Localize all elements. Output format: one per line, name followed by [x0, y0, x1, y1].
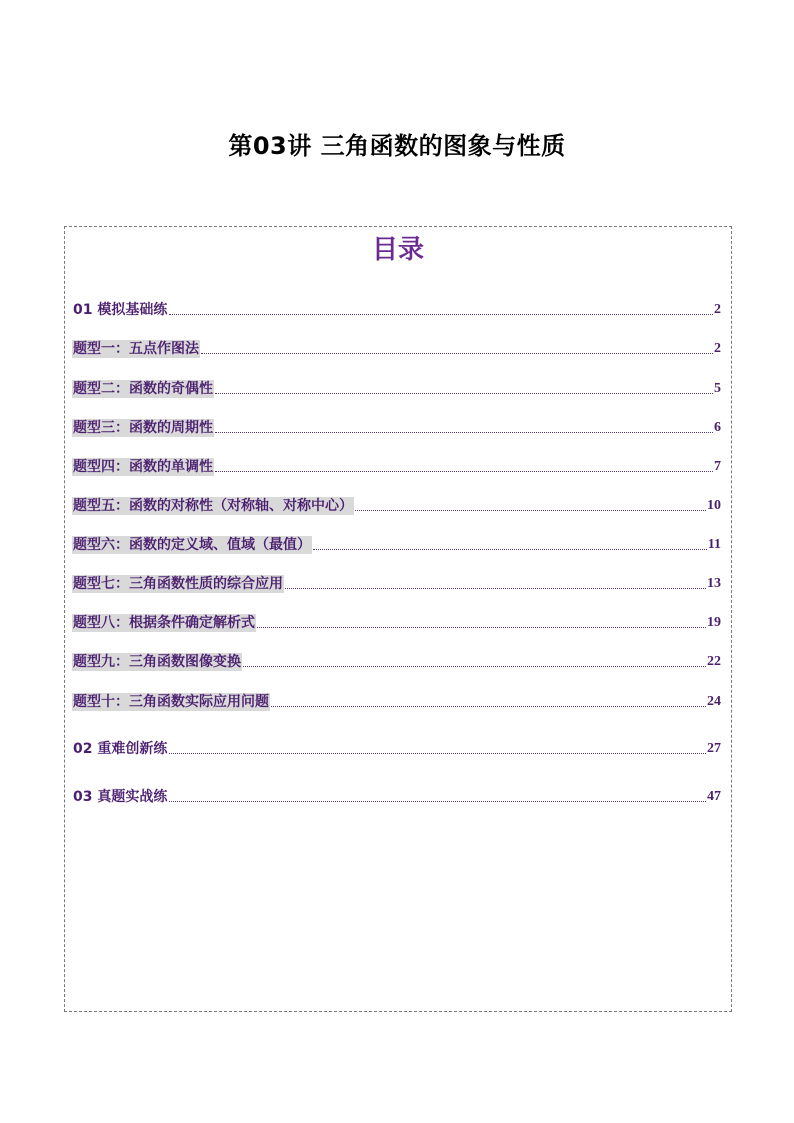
toc-entry-type-9[interactable] — [72, 653, 721, 671]
toc-leader-dots — [215, 431, 713, 433]
toc-entry-page: 5 — [714, 381, 721, 396]
toc-entry-type-3[interactable] — [72, 419, 721, 437]
toc-entry-page: 19 — [707, 615, 721, 630]
toc-entry-real-exam[interactable] — [72, 788, 721, 806]
toc-entry-label: 题型六：函数的定义域、值域（最值） — [73, 537, 311, 553]
toc-entry-label: 题型三：函数的周期性 — [73, 420, 213, 436]
toc-leader-dots — [313, 548, 707, 550]
toc-entry-page: 6 — [714, 420, 721, 435]
toc-leader-dots — [215, 392, 713, 394]
toc-entry-type-5[interactable] — [72, 497, 721, 515]
document-title: 第03讲 三角函数的图象与性质 — [228, 132, 566, 160]
toc-heading: 目录 — [371, 235, 424, 265]
toc-entry-page: 47 — [707, 789, 721, 804]
toc-entry-simulation-basics[interactable] — [72, 301, 721, 319]
toc-entry-label: 01 模拟基础练 — [73, 302, 168, 318]
toc-leader-dots — [355, 509, 706, 511]
toc-leader-dots — [169, 800, 706, 802]
toc-entry-page: 2 — [714, 341, 721, 356]
toc-entry-label: 题型一：五点作图法 — [73, 341, 199, 357]
toc-entry-type-7[interactable] — [72, 575, 721, 593]
toc-entry-label: 题型五：函数的对称性（对称轴、对称中心） — [73, 498, 353, 514]
table-of-contents — [64, 226, 732, 1012]
toc-leader-dots — [257, 626, 706, 628]
toc-leader-dots — [285, 587, 706, 589]
toc-entry-type-1[interactable] — [72, 340, 721, 358]
toc-entry-page: 22 — [707, 654, 721, 669]
toc-entry-type-2[interactable] — [72, 380, 721, 398]
toc-entry-label: 题型二：函数的奇偶性 — [73, 381, 213, 397]
toc-entry-label: 03 真题实战练 — [73, 789, 168, 805]
toc-leader-dots — [169, 313, 713, 315]
toc-entry-type-8[interactable] — [72, 614, 721, 632]
toc-entry-label: 题型八：根据条件确定解析式 — [73, 615, 255, 631]
toc-entry-label: 题型四：函数的单调性 — [73, 459, 213, 475]
toc-leader-dots — [215, 470, 713, 472]
toc-entry-page: 2 — [714, 302, 721, 317]
toc-entry-label: 题型九：三角函数图像变换 — [73, 654, 241, 670]
toc-entry-page: 11 — [707, 537, 721, 552]
toc-entry-type-6[interactable] — [72, 536, 721, 554]
toc-leader-dots — [271, 705, 706, 707]
toc-leader-dots — [201, 352, 713, 354]
toc-entry-page: 7 — [714, 459, 721, 474]
toc-entry-page: 10 — [707, 498, 721, 513]
toc-leader-dots — [243, 665, 706, 667]
toc-leader-dots — [169, 752, 706, 754]
toc-entry-hard-innovation[interactable] — [72, 740, 721, 758]
toc-entry-label: 题型七：三角函数性质的综合应用 — [73, 576, 283, 592]
toc-entry-type-10[interactable] — [72, 693, 721, 711]
toc-entry-page: 27 — [707, 741, 721, 756]
toc-entry-page: 13 — [707, 576, 721, 591]
toc-entry-label: 02 重难创新练 — [73, 741, 168, 757]
toc-entry-label: 题型十：三角函数实际应用问题 — [73, 694, 269, 710]
toc-entry-type-4[interactable] — [72, 458, 721, 476]
toc-entry-page: 24 — [707, 694, 721, 709]
